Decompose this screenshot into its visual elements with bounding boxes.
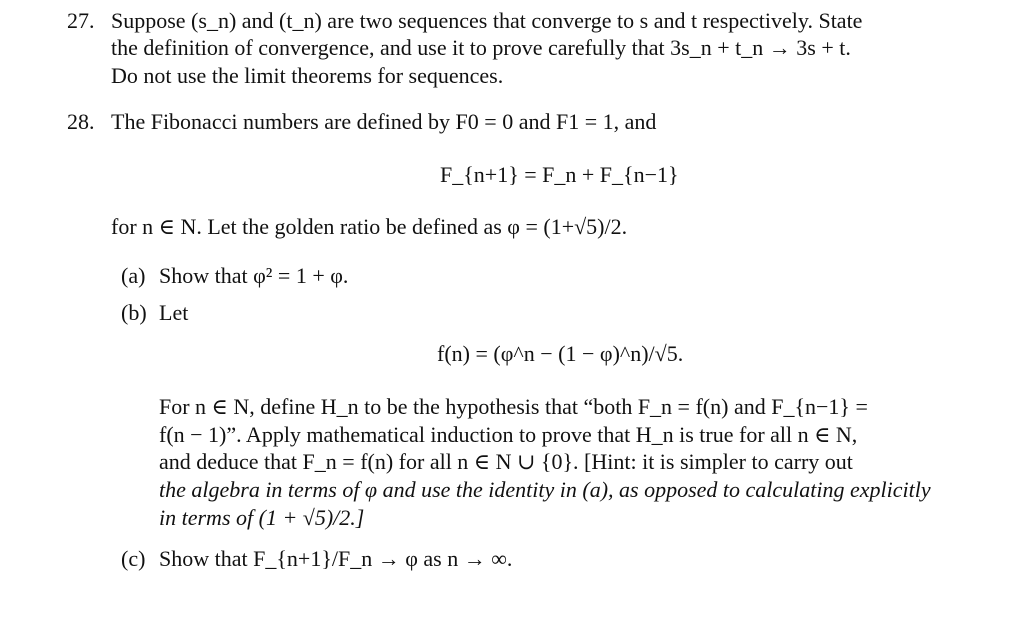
part-b-paragraph-line-3: and deduce that F_n = f(n) for all n ∈ N ∪ {0}. [Hint: it is simpler to carry out: [159, 449, 853, 474]
problem-27-line-3: Do not use the limit theorems for sequences.: [111, 63, 504, 88]
problem-28-number: 28.: [67, 109, 95, 134]
f-of-n-formula: f(n) = (φ^n − (1 − φ)^n)/√5.: [437, 341, 684, 366]
part-b-paragraph-line-4: the algebra in terms of φ and use the identity in (a), as opposed to calculating explicitly: [159, 477, 931, 502]
problem-27-line-1: Suppose (s_n) and (t_n) are two sequences that converge to s and t respectively. State: [111, 8, 863, 33]
part-b-paragraph-line-2: f(n − 1)”. Apply mathematical induction to prove that H_n is true for all n ∈ N,: [159, 422, 858, 447]
part-a-text: Show that φ² = 1 + φ.: [159, 263, 349, 288]
part-b-label: (b): [121, 300, 147, 325]
part-c-label: (c): [121, 546, 146, 571]
part-b-paragraph-line-1: For n ∈ N, define H_n to be the hypothesis that “both F_n = f(n) and F_{n−1} =: [159, 394, 868, 419]
part-b-text: Let: [159, 300, 189, 325]
golden-ratio-definition: for n ∈ N. Let the golden ratio be defined as φ = (1+√5)/2.: [111, 214, 628, 239]
part-c-text: Show that F_{n+1}/F_n → φ as n → ∞.: [159, 546, 513, 571]
part-a-label: (a): [121, 263, 146, 288]
problem-27-number: 27.: [67, 8, 95, 33]
problem-28-intro: The Fibonacci numbers are defined by F0 = 0 and F1 = 1, and: [111, 109, 657, 134]
problem-27-line-2: the definition of convergence, and use it to prove carefully that 3s_n + t_n → 3s + t.: [111, 35, 851, 60]
fibonacci-recurrence-equation: F_{n+1} = F_n + F_{n−1}: [440, 162, 679, 187]
part-b-paragraph-line-5: in terms of (1 + √5)/2.]: [159, 505, 365, 530]
